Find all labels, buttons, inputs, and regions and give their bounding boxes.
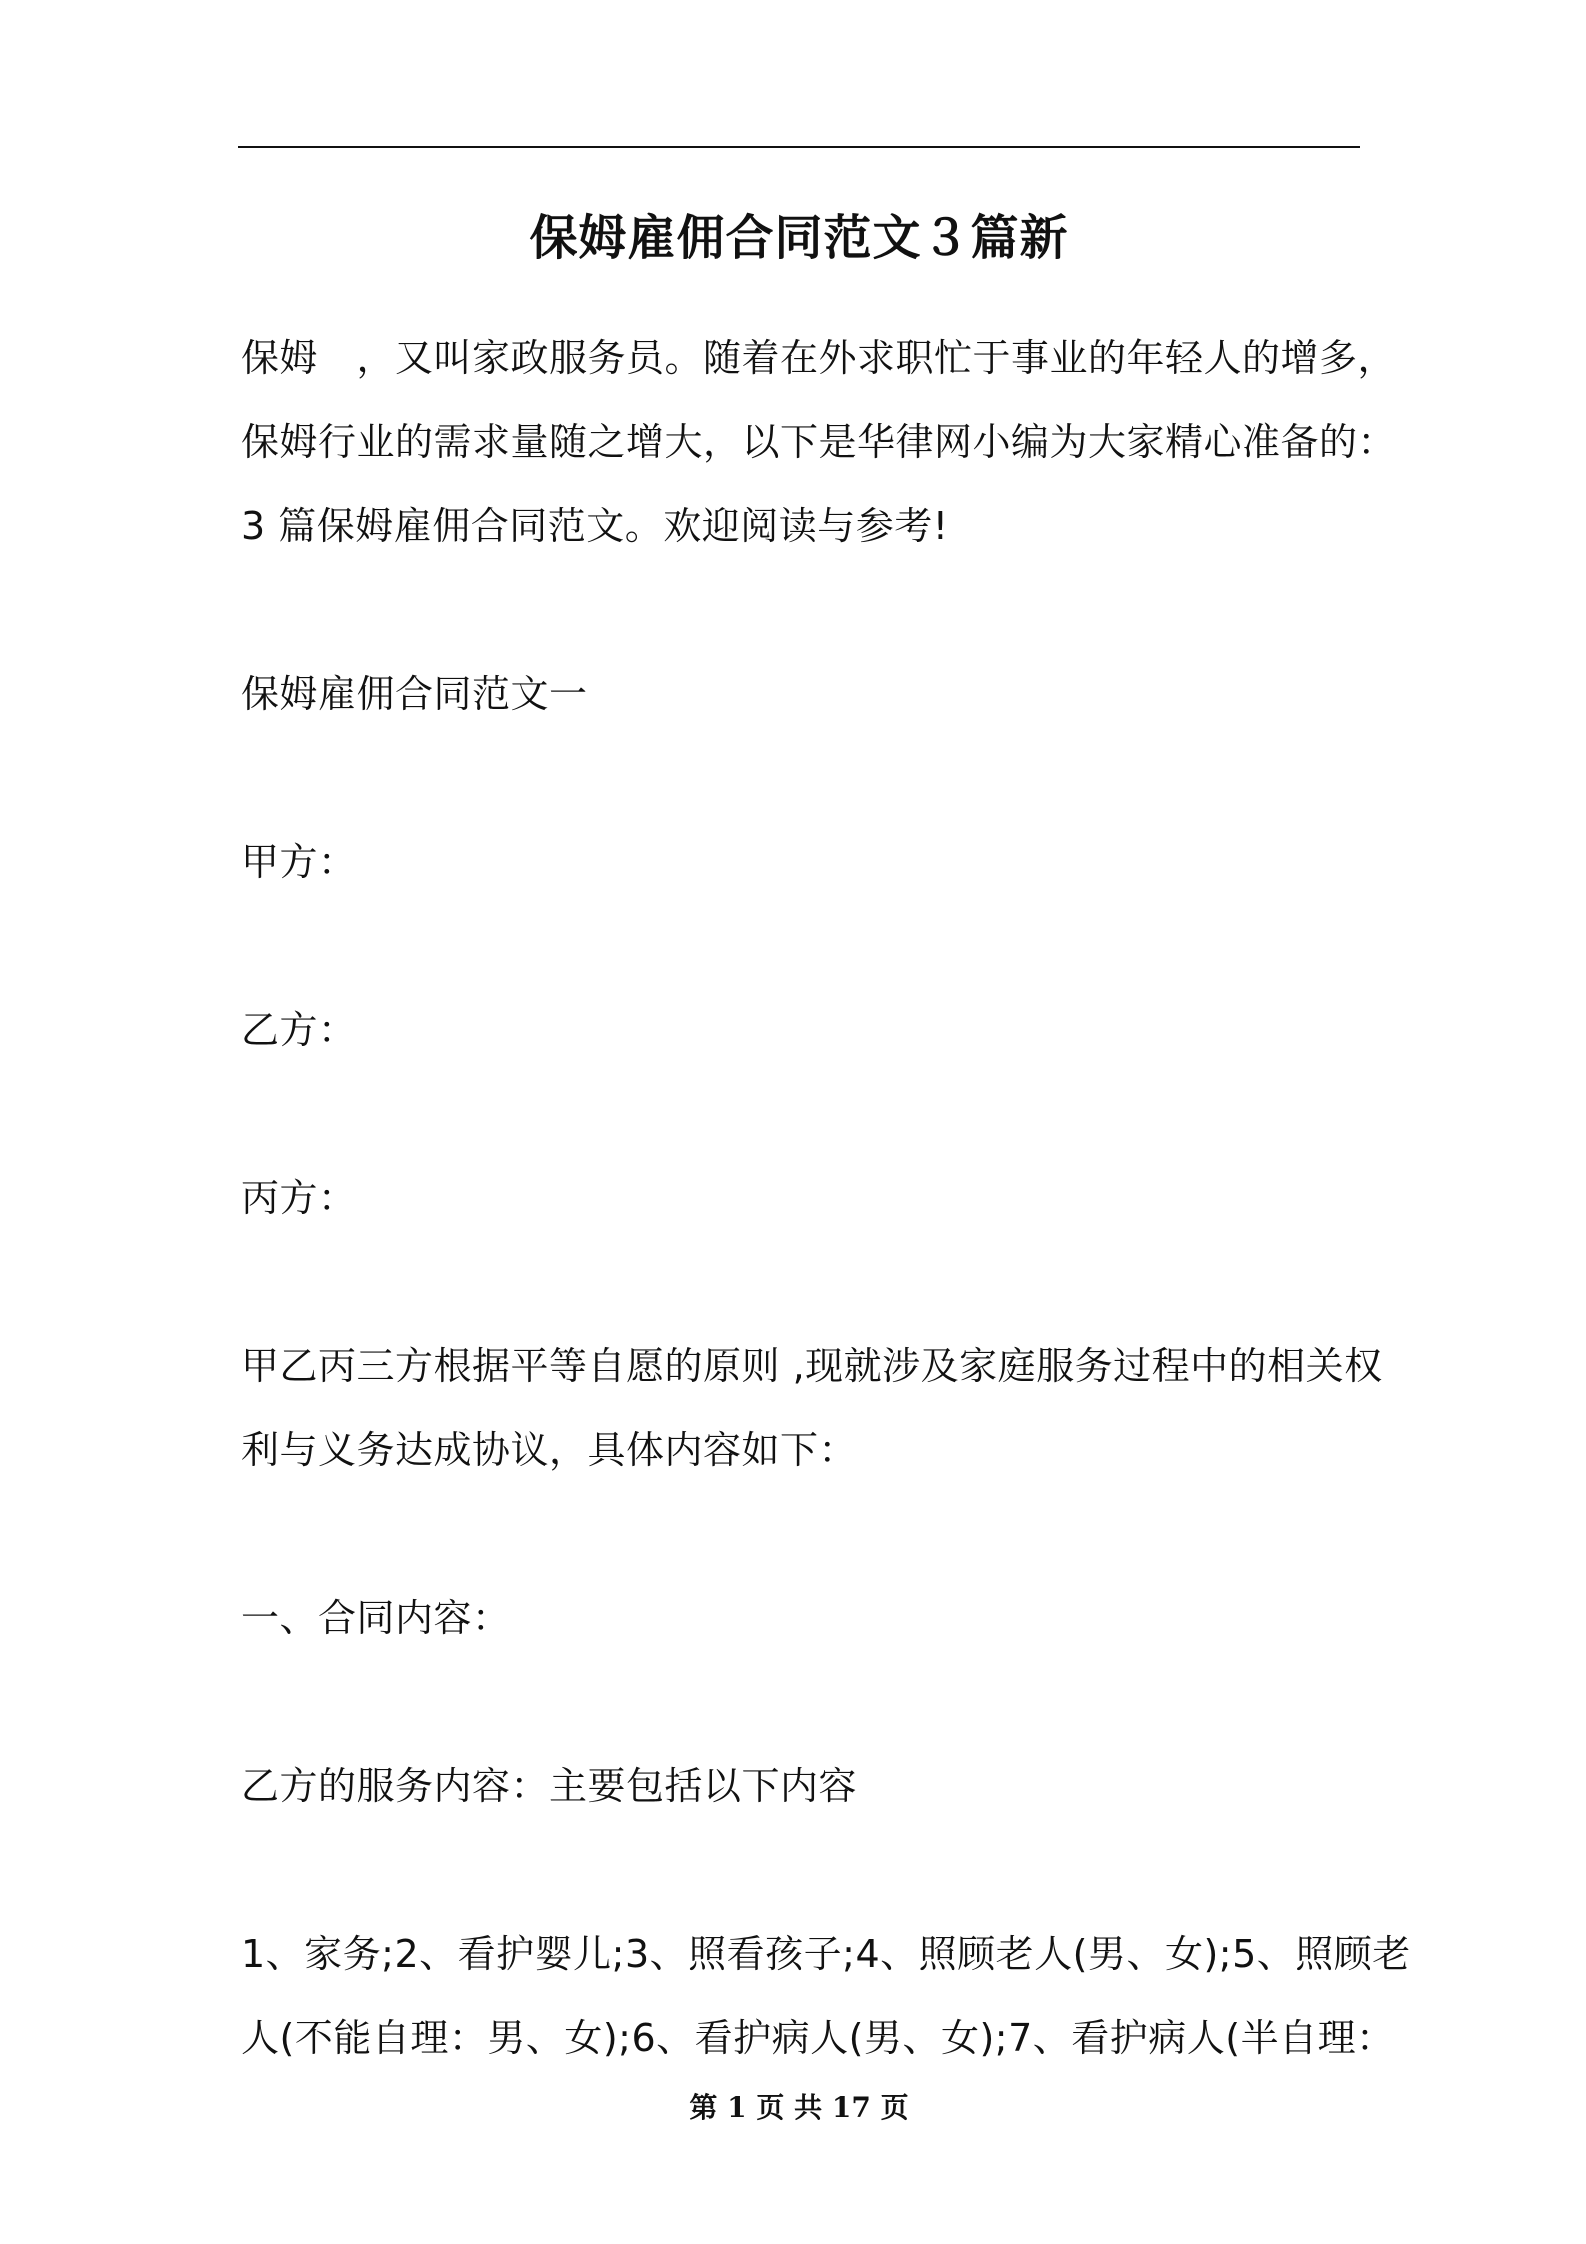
intro-line-1: 保姆 ，又叫家政服务员。随着在外求职忙于事业的年轻人的增多，: [241, 336, 1397, 380]
document-title: 保姆雇佣合同范文３篇新: [529, 210, 1069, 266]
party-a-label: 甲方：: [241, 840, 357, 884]
clause-heading: 一、合同内容：: [241, 1596, 511, 1640]
section-heading: 保姆雇佣合同范文一: [241, 672, 588, 716]
service-intro: 乙方的服务内容：主要包括以下内容: [241, 1764, 858, 1808]
party-b-label: 乙方：: [241, 1008, 357, 1052]
service-list-line-1: 1、家务;2、看护婴儿;3、照看孩子;4、照顾老人(男、女);5、照顾老: [241, 1932, 1411, 1976]
agreement-line-2: 利与义务达成协议，具体内容如下：: [241, 1428, 858, 1472]
intro-line-2: 保姆行业的需求量随之增大，以下是华律网小编为大家精心准备的：: [241, 420, 1397, 464]
service-list-line-2: 人(不能自理：男、女);6、看护病人(男、女);7、看护病人(半自理：: [241, 2016, 1395, 2060]
intro-line-3: 3 篇保姆雇佣合同范文。欢迎阅读与参考!: [241, 504, 949, 548]
page-number-footer: 第 1 页 共 17 页: [689, 2091, 909, 2124]
header-rule: [238, 146, 1360, 148]
party-c-label: 丙方：: [241, 1176, 357, 1220]
agreement-line-1: 甲乙丙三方根据平等自愿的原则 ,现就涉及家庭服务过程中的相关权: [241, 1344, 1383, 1388]
